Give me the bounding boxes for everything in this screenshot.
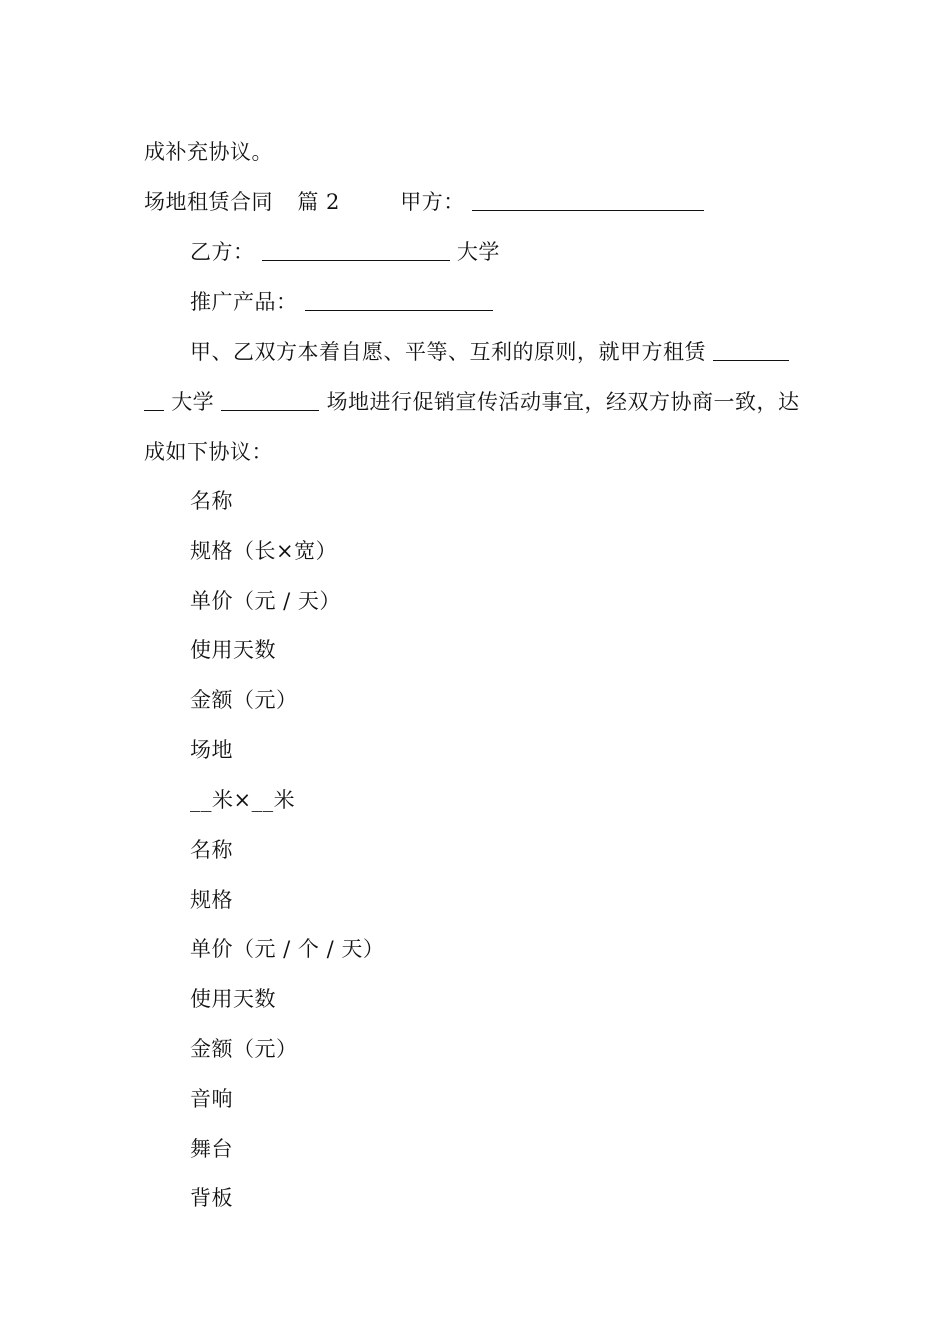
item-audio: 音响 <box>190 1087 233 1111</box>
chapter-number: 篇 2 <box>297 190 340 214</box>
list-item <box>190 686 810 714</box>
item-backdrop: 背板 <box>190 1186 233 1210</box>
list-item <box>190 836 810 864</box>
contract-heading-line <box>144 188 810 216</box>
product-label: 推广产品： <box>190 290 298 314</box>
list-item <box>190 587 810 615</box>
venue-blank <box>221 390 319 411</box>
paragraph-text-3: 成如下协议： <box>144 440 273 464</box>
item-days-header-2: 使用天数 <box>190 987 276 1011</box>
product-line <box>190 288 810 316</box>
lease-blank-2 <box>144 390 164 411</box>
item-days-header: 使用天数 <box>190 638 276 662</box>
party-b-blank <box>262 240 450 261</box>
continuation-text: 成补充协议。 <box>144 140 273 164</box>
list-item <box>190 487 810 515</box>
party-a-label: 甲方： <box>400 190 465 214</box>
list-item <box>190 736 810 764</box>
list-item <box>190 886 810 914</box>
list-item <box>190 935 810 963</box>
paragraph-text-1: 甲、乙双方本着自愿、平等、互利的原则，就甲方租赁 <box>190 340 706 364</box>
party-b-suffix: 大学 <box>456 240 500 264</box>
paragraph-line-3 <box>144 438 810 466</box>
list-item <box>190 1035 810 1063</box>
text-line-continuation <box>144 138 810 166</box>
item-price-header: 单价（元 / 天） <box>190 589 341 613</box>
party-b-label: 乙方： <box>190 240 255 264</box>
list-item <box>190 786 810 814</box>
list-item <box>190 636 810 664</box>
list-item <box>190 537 810 565</box>
party-a-blank <box>472 190 704 211</box>
item-name-header-2: 名称 <box>190 838 233 862</box>
item-amount-header-2: 金额（元） <box>190 1037 298 1061</box>
party-b-line <box>190 238 810 266</box>
paragraph-text-2a: 大学 <box>171 390 215 414</box>
item-price-header-2: 单价（元 / 个 / 天） <box>190 937 385 961</box>
list-item <box>190 1184 810 1212</box>
item-spec-header-2: 规格 <box>190 888 233 912</box>
list-item <box>190 985 810 1013</box>
product-blank <box>305 290 493 311</box>
item-stage: 舞台 <box>190 1137 233 1161</box>
paragraph-line-2 <box>144 388 810 416</box>
paragraph-text-2b: 场地进行促销宣传活动事宜，经双方协商一致，达 <box>326 390 800 414</box>
list-item <box>190 1135 810 1163</box>
item-name-header: 名称 <box>190 489 233 513</box>
item-spec-header: 规格（长×宽） <box>190 539 338 563</box>
lease-blank-1 <box>713 340 789 361</box>
item-venue-size: __米×__米 <box>190 788 296 812</box>
list-item <box>190 1085 810 1113</box>
paragraph-line-1 <box>190 338 810 366</box>
item-amount-header: 金额（元） <box>190 688 298 712</box>
contract-title: 场地租赁合同 <box>144 190 273 214</box>
item-venue: 场地 <box>190 738 233 762</box>
